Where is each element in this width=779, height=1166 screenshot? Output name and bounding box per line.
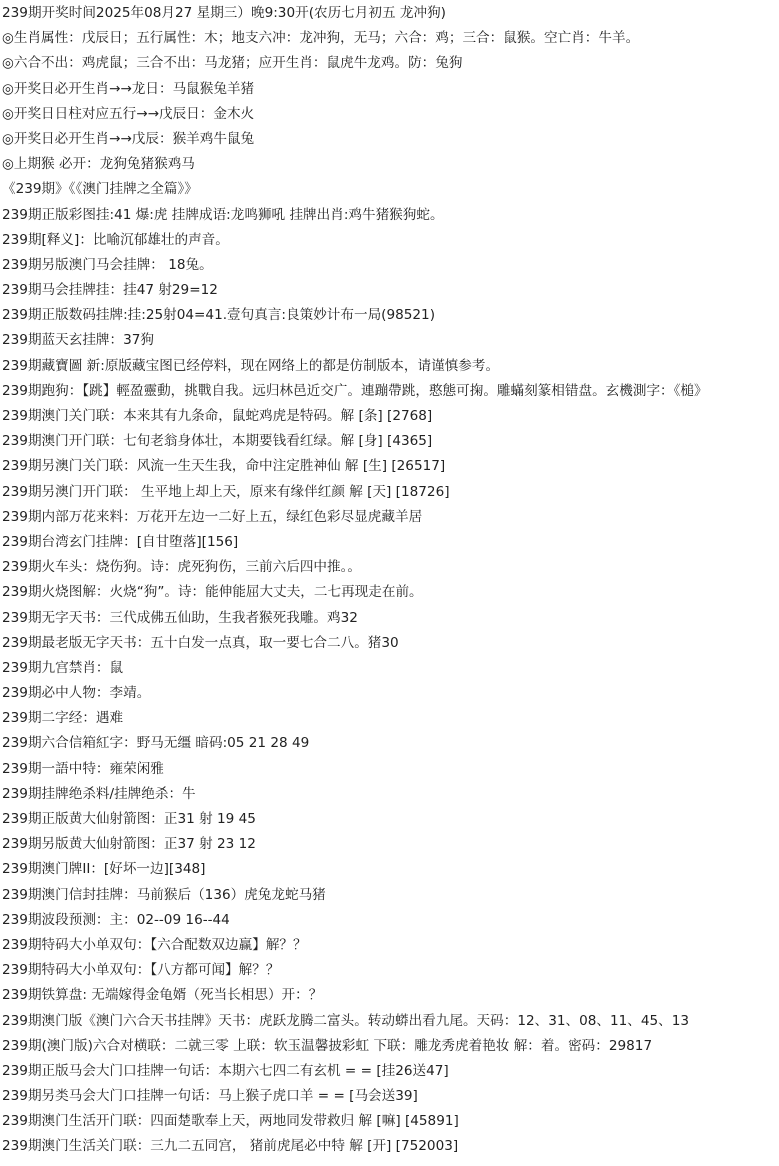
dragon-day-zodiac-line: ◎开奖日必开生肖→→龙日：马鼠猴兔羊猪 — [2, 80, 255, 97]
fire-chart-line: 239期火烧图解：火烧“狗”。诗：能伸能屈大丈夫，二七再现走在前。 — [2, 584, 423, 601]
opening-couplet-line: 239期澳门开门联：七旬老翁身体壮，本期要钱看红绿。解 [身] [4365] — [2, 433, 433, 450]
blue-sky-board-line: 239期蓝天玄挂牌：37狗 — [2, 332, 154, 349]
zodiac-attributes-line: ◎生肖属性：戊辰日；五行属性：木；地支六冲：龙冲狗，无马；六合：鸡；三合：鼠猴。空亡肖：牛羊。 — [2, 30, 640, 47]
horizontal-couplet-line: 239期(澳门版)六合对横联：二就三零 上联：软玉温馨披彩虹 下联：雕龙秀虎着艳妆 解：着。密码：29817 — [2, 1037, 653, 1054]
envelope-board-line: 239期澳门信封挂牌：马前猴后（136）虎兔龙蛇马猪 — [2, 886, 326, 903]
idiom-meaning-line: 239期[释义]：比喻沉郁雄壮的声音。 — [2, 231, 229, 248]
closing-couplet-line: 239期澳门关门联：本来其有九条命，鼠蛇鸡虎是特码。解 [条] [2768] — [2, 408, 433, 424]
day-pillar-elements-line: ◎开奖日日柱对应五行→→戊辰日：金木火 — [2, 105, 255, 122]
wong-tai-sin-line: 239期正版黄大仙射箭图：正31 射 19 45 — [2, 811, 256, 827]
draw-time-line: 239期开奖时间2025年08月27 星期三）晚9:30开(农历七月初五 龙冲狗) — [2, 5, 446, 21]
horse-club-board-line: 239期马会挂牌挂：挂47 射29=12 — [2, 282, 218, 299]
digital-board-line: 239期正版数码挂牌:挂:25射04=41.壹句真言:良策妙计布一局(98521) — [2, 307, 436, 324]
macau-board-ii-line: 239期澳门牌II：[好坏一边][348] — [2, 861, 206, 878]
heavenly-book-line: 239期澳门版《澳门六合天书挂牌》天书：虎跃龙腾二富头。转动蟒出看九尾。天码：12、31、08、11、45、13 — [2, 1012, 690, 1029]
size-parity-line-1: 239期特码大小单双句：【六合配数双边赢】解？？ — [2, 936, 307, 953]
gate-phrase-line: 239期正版马会大门口挂牌一句话：本期六七四二有玄机 = = [挂26送47] — [2, 1062, 449, 1079]
treasure-map-line: 239期藏寶圖 新:原版藏宝图已经停料，现在网络上的都是仿制版本，请谨慎参考。 — [2, 357, 500, 374]
alt-macau-horse-club-line: 239期另版澳门马会挂牌： 18兔。 — [2, 256, 213, 273]
running-dog-line: 239期跑狗：【跳】輕盈靈動，挑戰自我。远归林邑近交广。連蹦帶跳，憨態可掬。雕蟎刻篆相错盘。玄機測字：《槌》 — [2, 382, 708, 399]
must-hit-figure-line: 239期必中人物：李靖。 — [2, 685, 151, 702]
one-phrase-line: 239期一語中特：雍荣闲雅 — [2, 760, 164, 777]
wordless-book-line: 239期无字天书：三代成佛五仙助，生我者猴死我雕。鸡32 — [2, 609, 358, 626]
liuhe-excluded-line: ◎六合不出：鸡虎鼠；三合不出：马龙猪；应开生肖：鼠虎牛龙鸡。防：兔狗 — [2, 55, 463, 72]
official-color-chart-line: 239期正版彩图挂:41 爆:虎 挂牌成语:龙鸣狮吼 挂牌出肖:鸡牛猪猴狗蛇。 — [2, 206, 444, 223]
section-title: 《239期》《《澳门挂牌之全篇》》 — [2, 181, 198, 198]
alt-wong-tai-sin-line: 239期另版黄大仙射箭图：正37 射 23 12 — [2, 836, 256, 853]
alt-closing-couplet-line: 239期另澳门关门联：风流一生天生我，命中注定胜神仙 解 [生] [26517] — [2, 458, 446, 475]
alt-gate-phrase-line: 239期另类马会大门口挂牌一句话：马上猴子虎口羊 = = [马会送39] — [2, 1088, 418, 1105]
mailbox-red-line: 239期六合信箱紅字：野马无缰 暗码:05 21 28 49 — [2, 735, 310, 752]
life-closing-couplet-line: 239期澳门生活关门联：三九二五同宫， 猪前虎尾必中特 解 [开] [752003] — [2, 1138, 459, 1155]
nine-palace-line: 239期九宫禁肖：鼠 — [2, 659, 124, 676]
taiwan-board-line: 239期台湾玄门挂牌：[自甘堕落][156] — [2, 533, 239, 550]
inside-flowers-line: 239期内部万花来料：万花开左边一二好上五，绿红色彩尽显虎藏羊居 — [2, 508, 423, 525]
locomotive-line: 239期火车头：烧伤狗。诗：虎死狗伤，三前六后四中推。。 — [2, 559, 361, 576]
oldest-wordless-book-line: 239期最老版无字天书：五十白发一点真，取一要七合二八。猪30 — [2, 634, 399, 651]
previous-issue-line: ◎上期猴 必开：龙狗兔猪猴鸡马 — [2, 156, 195, 173]
alt-opening-couplet-line: 239期另澳门开门联： 生平地上却上天，原来有缘伴红颜 解 [天] [18726] — [2, 483, 450, 500]
wuchen-zodiac-line: ◎开奖日必开生肖→→戊辰：猴羊鸡牛鼠兔 — [2, 130, 255, 147]
board-kill-line: 239期挂牌绝杀料/挂牌绝杀：牛 — [2, 785, 196, 802]
band-forecast-line: 239期波段预测：主：02--09 16--44 — [2, 911, 230, 928]
life-opening-couplet-line: 239期澳门生活开门联：四面楚歌奉上天，两地同发带救归 解 [嘛] [45891] — [2, 1113, 459, 1130]
size-parity-line-2: 239期特码大小单双句：【八方都可闻】解？？ — [2, 962, 280, 979]
abacus-line: 239期铁算盘: 无端嫁得金龟婿（死当长相思）开：？ — [2, 987, 323, 1004]
two-word-classic-line: 239期二字经：遇难 — [2, 710, 124, 727]
